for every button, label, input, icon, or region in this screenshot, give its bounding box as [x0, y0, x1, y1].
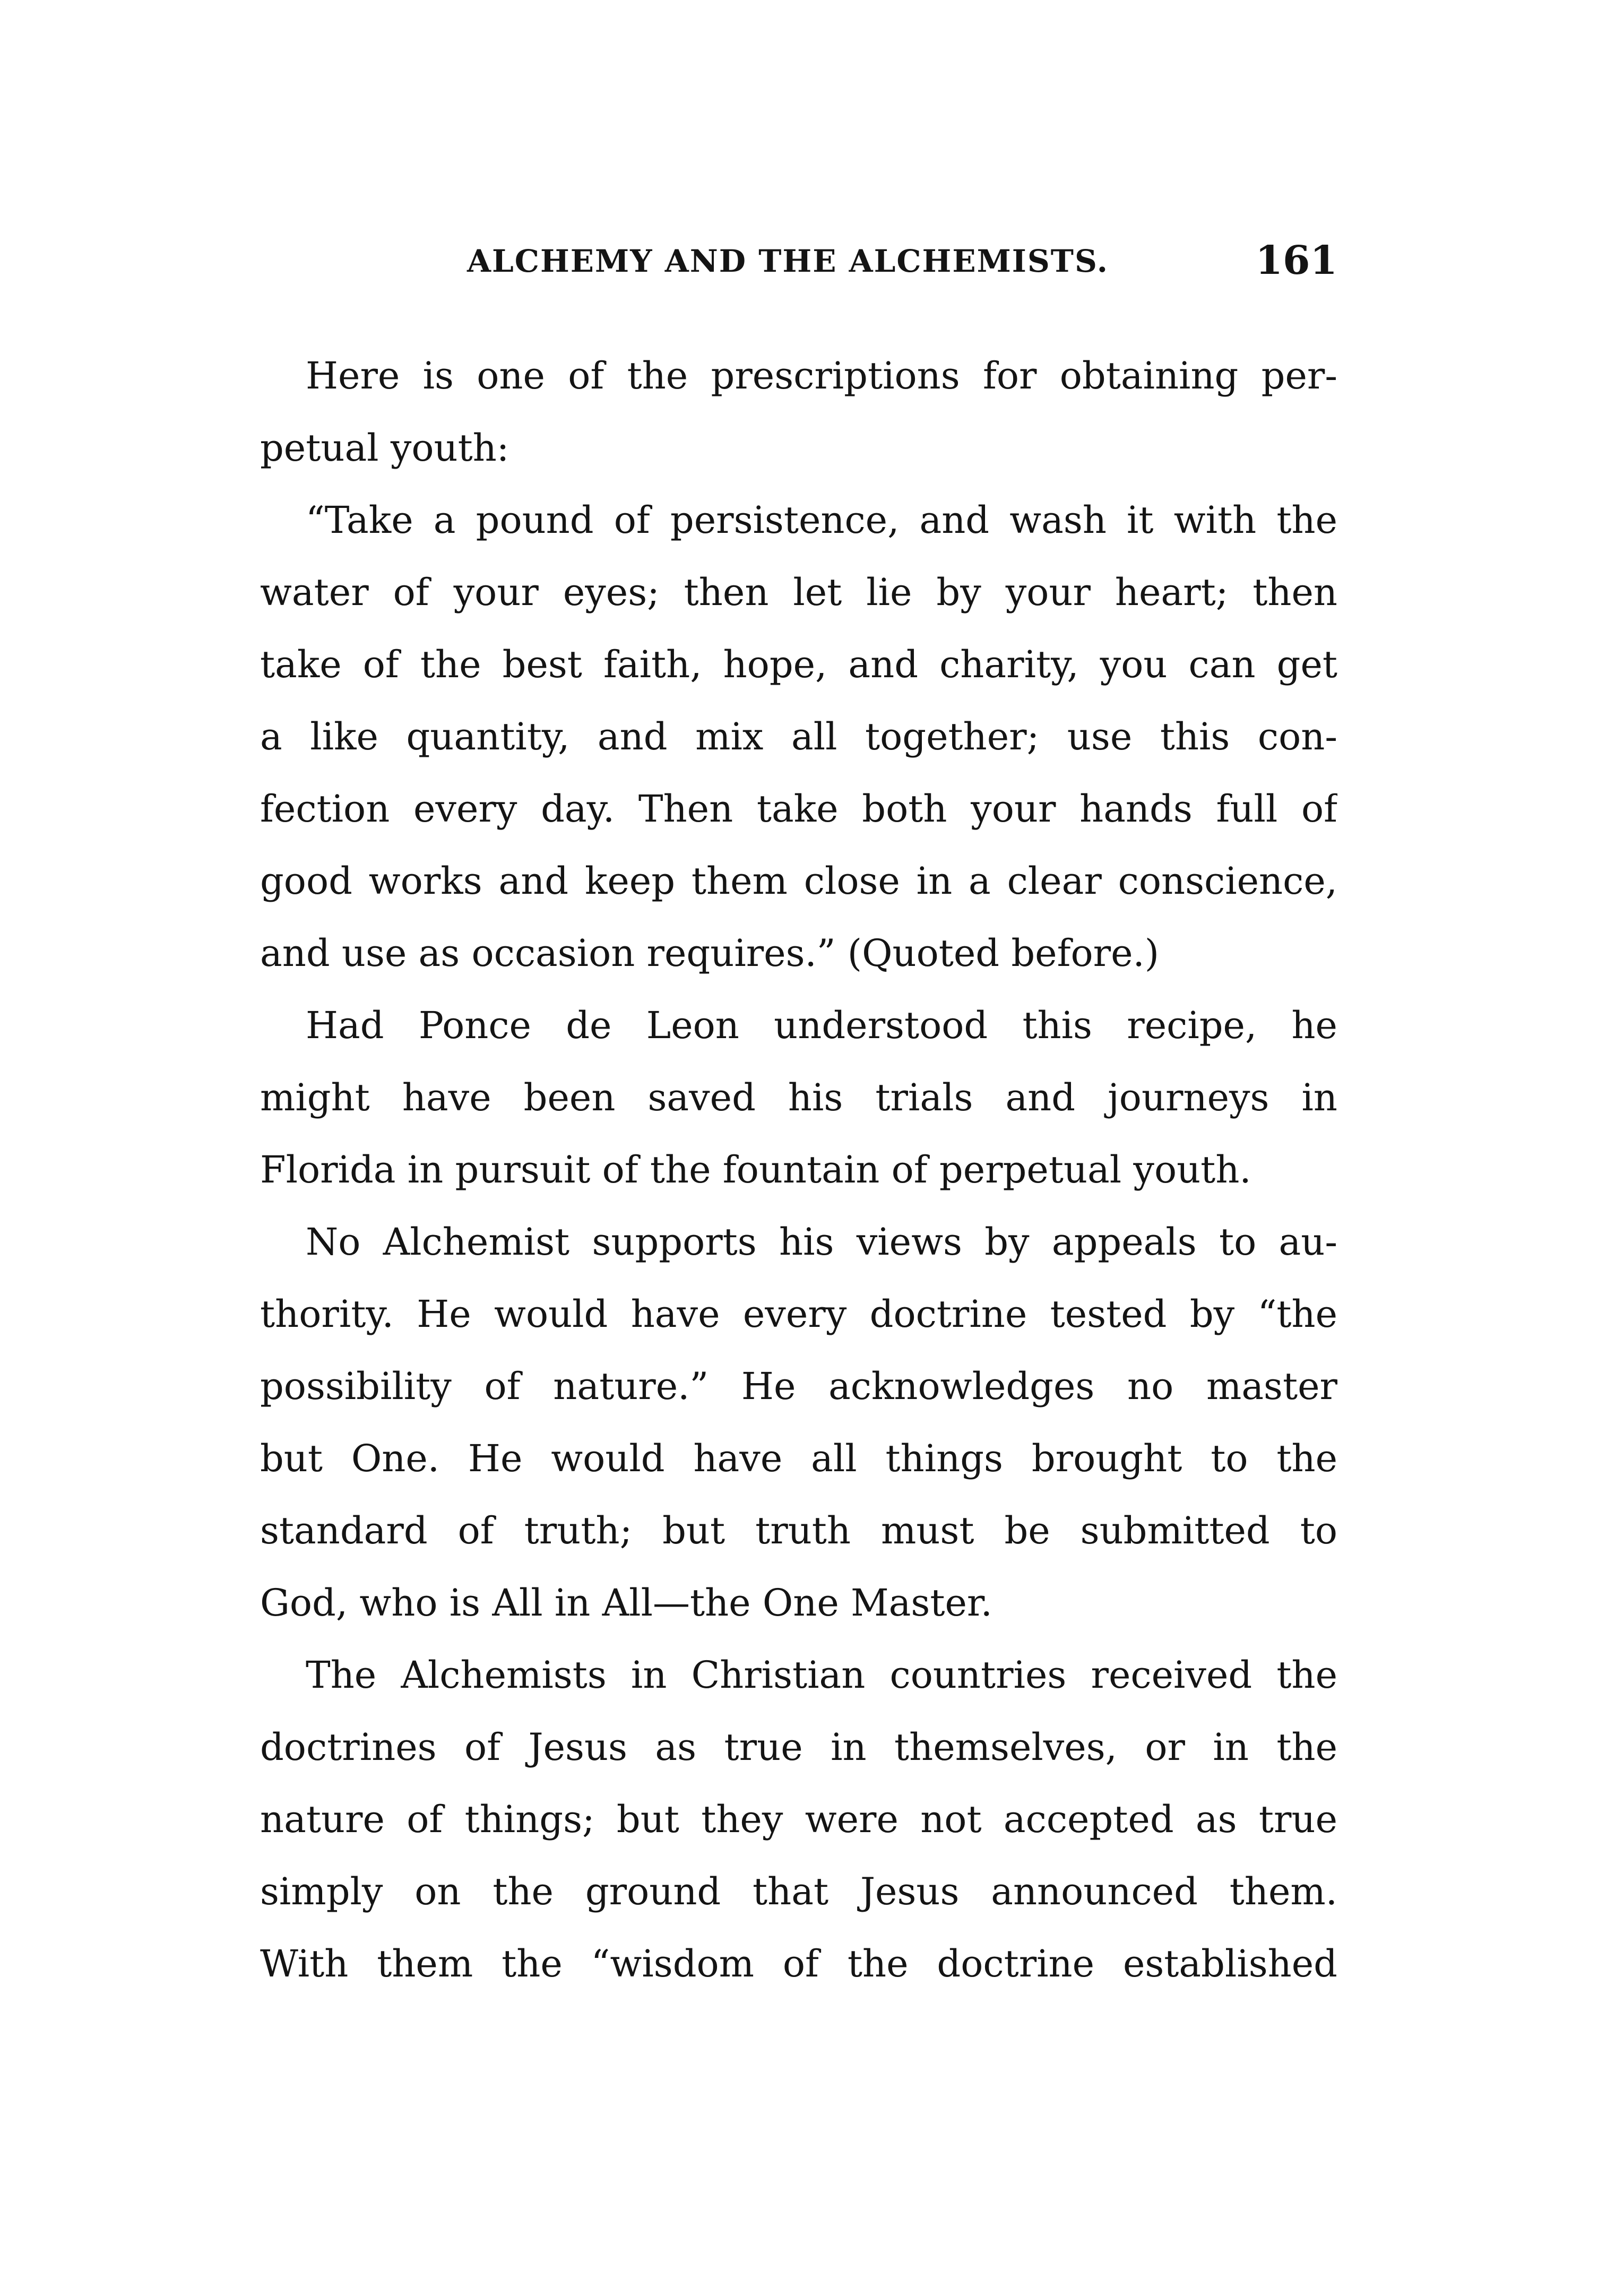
body-text	[260, 340, 1337, 2000]
text-line: good works and keep them close in a clear conscience,	[260, 859, 1337, 903]
text-line: and use as occasion requires.” (Quoted before.)	[260, 931, 1160, 975]
page-number: 161	[1255, 238, 1337, 283]
text-line: standard of truth; but truth must be submitted to	[260, 1509, 1337, 1552]
text-line: Here is one of the prescriptions for obtaining per-	[306, 354, 1337, 398]
text-line: Florida in pursuit of the fountain of perpetual youth.	[260, 1148, 1251, 1192]
text-line: petual youth:	[260, 426, 509, 470]
text-line: a like quantity, and mix all together; use this con-	[260, 715, 1337, 758]
text-line: fection every day. Then take both your hands full of	[260, 787, 1337, 831]
text-line: but One. He would have all things brought to the	[260, 1437, 1337, 1480]
running-head	[260, 238, 1337, 286]
text-line: take of the best faith, hope, and charity, you can get	[260, 643, 1337, 686]
running-title: ALCHEMY AND THE ALCHEMISTS.	[467, 243, 1109, 279]
text-line: water of your eyes; then let lie by your heart; then	[260, 571, 1337, 614]
text-line: With them the “wisdom of the doctrine established	[260, 1942, 1337, 1986]
text-line: “Take a pound of persistence, and wash it with the	[306, 498, 1337, 542]
text-line: Had Ponce de Leon understood this recipe, he	[306, 1004, 1337, 1047]
text-line: nature of things; but they were not accepted as true	[260, 1798, 1337, 1841]
text-line: might have been saved his trials and journeys in	[260, 1076, 1337, 1119]
text-line: thority. He would have every doctrine tested by “the	[260, 1292, 1337, 1336]
text-line: possibility of nature.” He acknowledges no master	[260, 1365, 1337, 1408]
text-line: doctrines of Jesus as true in themselves, or in the	[260, 1725, 1337, 1769]
text-line: The Alchemists in Christian countries received the	[306, 1653, 1337, 1697]
text-line: simply on the ground that Jesus announced them.	[260, 1870, 1337, 1913]
text-line: No Alchemist supports his views by appeals to au-	[306, 1220, 1337, 1264]
text-line: God, who is All in All—the One Master.	[260, 1581, 992, 1625]
